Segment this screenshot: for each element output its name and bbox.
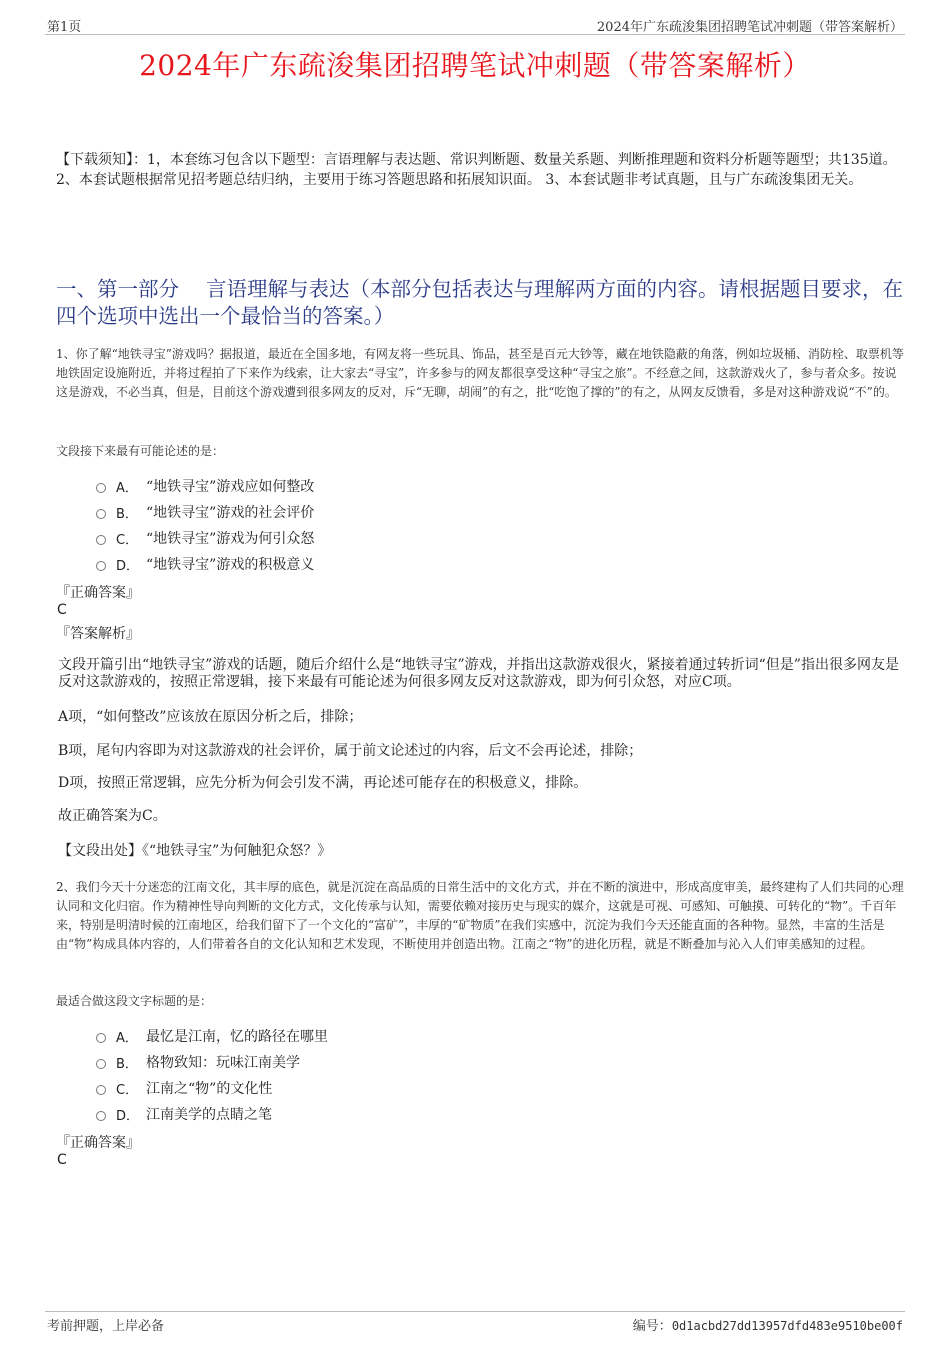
radio-icon[interactable] <box>96 1085 106 1095</box>
page-footer <box>45 1311 905 1334</box>
analysis-paragraph: A项，“如何整改”应该放在原因分析之后，排除； <box>58 709 363 725</box>
analysis-paragraph: D项，按照正常逻辑，应先分析为何会引发不满，再论述可能存在的积极意义，排除。 <box>58 775 588 791</box>
option-d[interactable]: D． 江南美学的点睛之笔 <box>96 1101 328 1127</box>
question-2-prompt: 最适合做这段文字标题的是： <box>56 994 213 1008</box>
option-c[interactable]: C． 江南之“物”的文化性 <box>96 1075 328 1101</box>
question-2-options <box>96 1023 328 1127</box>
footer-slogan: 考前押题，上岸必备 <box>47 1319 165 1334</box>
header-doc-title: 2024年广东疏浚集团招聘笔试冲刺题（带答案解析） <box>596 20 903 35</box>
document-code: 编号：0d1acbd27dd13957dfd483e9510be00f <box>632 1319 903 1334</box>
analysis-paragraph: B项，尾句内容即为对这款游戏的社会评价，属于前文论述过的内容，后文不会再论述，排除； <box>58 743 643 759</box>
option-d[interactable]: D． “地铁寻宝”游戏的积极意义 <box>96 551 314 577</box>
radio-icon[interactable] <box>96 1059 106 1069</box>
radio-icon[interactable] <box>96 1111 106 1121</box>
page-number: 第1页 <box>47 20 82 35</box>
analysis-conclusion: 故正确答案为C。 <box>58 808 167 824</box>
option-c[interactable]: C． “地铁寻宝”游戏为何引众怒 <box>96 525 314 551</box>
option-b[interactable]: B． “地铁寻宝”游戏的社会评价 <box>96 499 314 525</box>
question-2-text: 2、我们今天十分迷恋的江南文化，其丰厚的底色，就是沉淀在高品质的日常生活中的文化方式，并在不断的演进中，形成高度审美，最终建构了人们共同的心理认同和文化归宿。作为精神性导向判断的文化方式，文化传承与认知，需要依赖对接历史与现实的媒介，这就是可视、可感知、可触摸、可转化的“物”。千百年来，特别是明清时候的江南地区，给我们留下了一个文化的“富矿”，丰厚的“矿物质”在我们实感中，沉淀为我们今天还能直面的各种物。显然，丰富的生活是由“物”构成具体内容的，人们带着各自的文化认知和艺术发现，不断使用并创造出物。江南之“物”的进化历程，就是不断叠加与沁入人们审美感知的过程。 <box>56 880 904 951</box>
option-a[interactable]: A． 最忆是江南，忆的路径在哪里 <box>96 1023 328 1049</box>
analysis-label: 『答案解析』 <box>56 626 140 642</box>
answer-label: 『正确答案』 <box>56 585 140 601</box>
question-1-prompt: 文段接下来最有可能论述的是： <box>56 444 225 458</box>
document-title: 2024年广东疏浚集团招聘笔试冲刺题（带答案解析） <box>139 49 811 82</box>
radio-icon[interactable] <box>96 535 106 545</box>
radio-icon[interactable] <box>96 561 106 571</box>
question-1-options <box>96 473 314 577</box>
page-header <box>45 14 905 35</box>
radio-icon[interactable] <box>96 483 106 493</box>
question-1-text: 1、你了解“地铁寻宝”游戏吗？据报道，最近在全国多地，有网友将一些玩具、饰品，甚至是百元大钞等，藏在地铁隐蔽的角落，例如垃圾桶、消防栓、取票机等地铁固定设施附近，并将过程拍了下来作为线索，让大家去“寻宝”，许多参与的网友都很享受这种“寻宝之旅”。不经意之间，这款游戏火了，参与者众多。按说这是游戏，不必当真，但是，目前这个游戏遭到很多网友的反对，斥“无聊，胡闹”的有之，批“吃饱了撑的”的有之，从网友反馈看，多是对这种游戏说“不”的。 <box>56 347 904 399</box>
section-heading: 一、第一部分 言语理解与表达（本部分包括表达与理解两方面的内容。请根据题目要求，在四个选项中选出一个最恰当的答案。） <box>56 277 904 328</box>
option-b[interactable]: B． 格物致知：玩味江南美学 <box>96 1049 328 1075</box>
download-notice: 【下载须知】：1，本套练习包含以下题型：言语理解与表达题、常识判断题、数量关系题、判断推理题和资料分析题等题型；共135道。 2、本套试题根据常见招考题总结归纳，主要用于练习答题思路和拓展知识面。 3、本套试题非考试真题，且与广东疏浚集团无关。 <box>56 152 897 188</box>
answer-value: C <box>57 602 67 618</box>
radio-icon[interactable] <box>96 1033 106 1043</box>
analysis-paragraph: 文段开篇引出“地铁寻宝”游戏的话题，随后介绍什么是“地铁寻宝”游戏，并指出这款游戏很火，紧接着通过转折词“但是”指出很多网友是反对这款游戏的，按照正常逻辑，接下来最有可能论述为何很多网友反对这款游戏，即为何引众怒，对应C项。 <box>58 657 899 690</box>
text-source: 【文段出处】《“地铁寻宝”为何触犯众怒？》 <box>58 843 332 859</box>
option-a[interactable]: A． “地铁寻宝”游戏应如何整改 <box>96 473 314 499</box>
radio-icon[interactable] <box>96 509 106 519</box>
answer-label: 『正确答案』 <box>56 1135 140 1151</box>
answer-value: C <box>57 1152 67 1168</box>
